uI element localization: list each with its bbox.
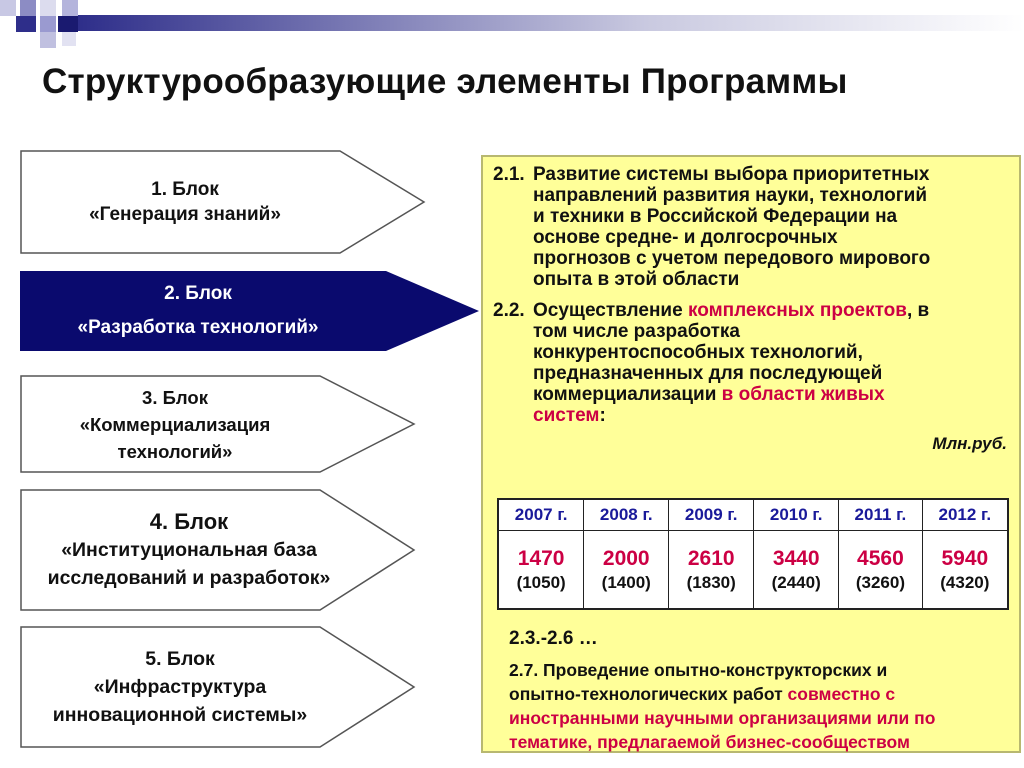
funding-value-paren: (4320)	[940, 572, 990, 592]
item-2-2-text: :	[599, 405, 606, 426]
header-gradient-bar	[78, 15, 1024, 31]
decor-square	[0, 0, 16, 16]
item-2-2-text: Осуществление	[533, 300, 688, 321]
block-2-title: «Разработка технологий»	[77, 317, 319, 338]
year-header: 2009 г.	[669, 499, 754, 531]
item-2-7-highlight: совместно с	[787, 684, 896, 704]
funding-value: 4560	[857, 546, 904, 570]
decor-square	[62, 32, 76, 46]
block-2-details-panel	[481, 155, 1021, 753]
funding-table-values-row	[498, 531, 1008, 610]
funding-value-paren: (1050)	[516, 572, 566, 592]
funding-value: 5940	[941, 546, 989, 570]
block-3-title: «Коммерциализация	[79, 413, 271, 435]
item-2-7-highlight: тематике, предлагаемой бизнес-сообществом	[509, 732, 910, 752]
item-2-2-text: , в	[906, 300, 930, 321]
funding-cell	[498, 531, 584, 610]
item-2-3-2-6: 2.3.-2.6 …	[509, 628, 598, 649]
funding-cell	[754, 531, 839, 610]
item-2-2-line: конкурентоспособных технологий,	[533, 342, 863, 363]
block-3-label: 3. Блок	[142, 386, 208, 408]
block-1-label: 1. Блок	[151, 179, 219, 200]
funding-value-paren: (3260)	[855, 572, 905, 592]
funding-cell	[922, 531, 1008, 610]
year-header: 2008 г.	[584, 499, 669, 531]
decor-square	[62, 0, 78, 16]
funding-value: 3440	[772, 546, 820, 570]
funding-value-paren: (2440)	[771, 572, 821, 592]
item-2-1-line: Развитие системы выбора приоритетных	[533, 164, 930, 185]
item-2-1-line: опыта в этой области	[533, 269, 740, 290]
item-2-2-text: коммерциализации	[533, 384, 722, 405]
item-2-7-text: опытно-технологических работ	[509, 684, 788, 704]
year-header: 2007 г.	[498, 499, 584, 531]
item-2-1	[493, 164, 1013, 294]
funding-value: 2000	[602, 546, 650, 570]
item-2-7-highlight: иностранными научными организациями или по	[509, 708, 936, 728]
block-4-arrow	[20, 489, 416, 611]
decor-square	[16, 16, 36, 32]
block-2-label: 2. Блок	[164, 283, 232, 304]
item-2-1-line: прогнозов с учетом передового мирового	[533, 248, 931, 269]
funding-value: 2610	[687, 546, 735, 570]
item-2-7-line: 2.7. Проведение опытно-конструкторских и	[509, 660, 888, 680]
funding-cell	[584, 531, 669, 610]
funding-cell	[839, 531, 922, 610]
decor-square	[40, 0, 56, 16]
block-2-arrow	[20, 271, 480, 351]
slide-title: Структурообразующие элементы Программы	[42, 62, 848, 101]
year-header: 2011 г.	[839, 499, 922, 531]
funding-table-header-row	[498, 499, 1008, 531]
decor-square	[20, 0, 36, 16]
item-2-2-number: 2.2.	[493, 300, 525, 321]
item-2-2-highlight: комплексных проектов	[687, 300, 907, 321]
item-2-2-highlight: в области живых	[721, 384, 885, 405]
item-2-2-highlight: систем	[533, 405, 600, 426]
item-2-7	[509, 658, 1009, 754]
block-4-title-cont: исследований и разработок»	[47, 567, 331, 589]
block-5-title-cont: инновационной системы»	[52, 704, 308, 726]
item-2-2-line: предназначенных для последующей	[533, 363, 883, 384]
block-3-title-cont: технологий»	[117, 440, 233, 462]
item-2-1-line: и техники в Российской Федерации на	[533, 206, 898, 227]
block-3-arrow	[20, 375, 416, 473]
block-1-arrow	[20, 150, 426, 254]
block-1-title: «Генерация знаний»	[89, 204, 281, 225]
currency-unit-label: Млн.руб.	[932, 434, 1007, 453]
item-2-2	[493, 300, 1013, 430]
funding-value: 1470	[517, 546, 565, 570]
funding-value-paren: (1830)	[686, 572, 736, 592]
funding-table	[497, 498, 1009, 610]
item-2-2-line: том числе разработка	[533, 321, 740, 342]
item-2-1-line: направлений развития науки, технологий	[533, 185, 928, 206]
item-2-1-number: 2.1.	[493, 164, 525, 185]
funding-cell	[669, 531, 754, 610]
block-4-title: «Институциональная база	[61, 539, 317, 561]
year-header: 2010 г.	[754, 499, 839, 531]
decor-square	[40, 16, 56, 32]
block-4-label: 4. Блок	[149, 509, 229, 534]
block-5-arrow	[20, 626, 416, 748]
block-5-label: 5. Блок	[145, 648, 215, 670]
decor-square	[40, 32, 56, 48]
year-header: 2012 г.	[922, 499, 1008, 531]
decor-square	[58, 16, 78, 32]
item-2-1-line: основе средне- и долгосрочных	[533, 227, 838, 248]
block-5-title: «Инфраструктура	[93, 676, 267, 698]
header-decoration	[0, 0, 1024, 48]
funding-value-paren: (1400)	[601, 572, 651, 592]
